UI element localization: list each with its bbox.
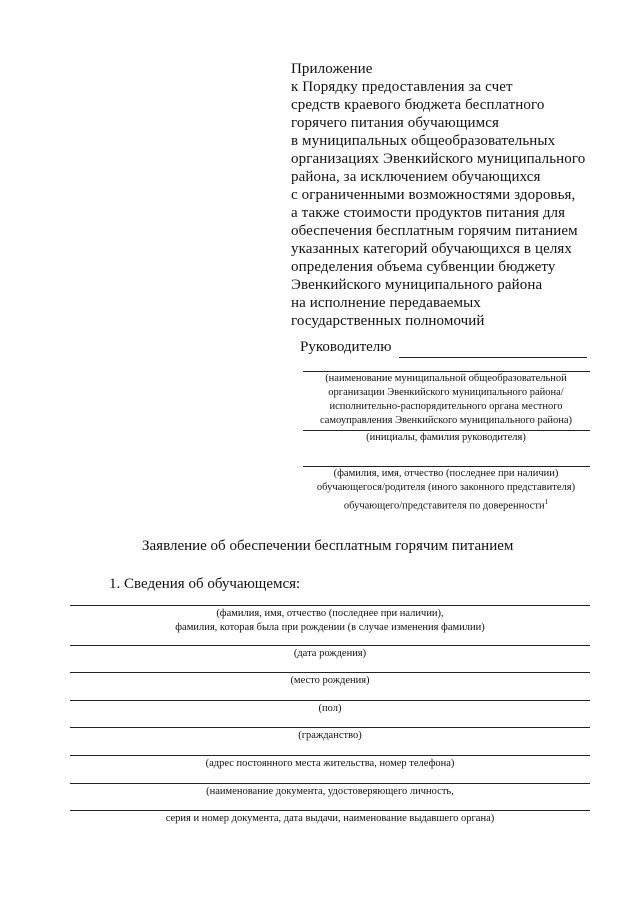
footnote-mark: 1	[544, 498, 549, 506]
id-doc-details-caption: серия и номер документа, дата выдачи, наименование выдавшего органа)	[165, 813, 495, 824]
caption-line	[296, 495, 596, 514]
id-doc-name-fill-line[interactable]	[70, 783, 590, 784]
section-1-title: 1. Сведения об обучающемся:	[109, 576, 301, 592]
appendix-heading	[291, 60, 611, 330]
sex-caption: (пол)	[318, 703, 342, 714]
address-caption: (адрес постоянного места жительства, номер телефона)	[205, 758, 455, 769]
caption-text: обучающего/представителя по доверенности	[343, 500, 545, 512]
caption-line: самоуправления Эвенкийского муниципального района)	[319, 415, 573, 426]
birth-date-caption: (дата рождения)	[293, 648, 367, 659]
appendix-line: на исполнение передаваемых	[291, 295, 481, 311]
caption-line: (наименование муниципальной общеобразовательной	[325, 373, 567, 384]
organization-caption	[296, 372, 596, 428]
citizenship-fill-line[interactable]	[70, 727, 590, 728]
appendix-line: указанных категорий обучающихся в целях	[291, 241, 573, 257]
applicant-caption	[296, 467, 596, 514]
birth-date-fill-line[interactable]	[70, 645, 590, 646]
birth-place-caption: (место рождения)	[290, 675, 370, 686]
appendix-line: с ограниченными возможностями здоровья,	[291, 187, 576, 203]
caption-line: обучающегося/родителя (иного законного представителя)	[316, 482, 576, 493]
address-fill-line[interactable]	[70, 755, 590, 756]
statement-title: Заявление об обеспечении бесплатным горячим питанием	[142, 538, 514, 554]
appendix-line: к Порядку предоставления за счет	[291, 79, 513, 95]
appendix-line: в муниципальных общеобразовательных	[291, 133, 556, 149]
caption-line: (фамилия, имя, отчество (последнее при наличии),	[216, 608, 444, 619]
id-doc-name-caption: (наименование документа, удостоверяющего личность,	[206, 786, 454, 797]
caption-line: (фамилия, имя, отчество (последнее при наличии)	[333, 468, 559, 479]
caption-line: исполнительно-распорядительного органа местного	[329, 401, 563, 412]
appendix-line: горячего питания обучающимся	[291, 115, 499, 131]
id-doc-details-fill-line[interactable]	[70, 810, 590, 811]
fio-caption	[70, 607, 590, 635]
birth-place-fill-line[interactable]	[70, 672, 590, 673]
appendix-line: района, за исключением обучающихся	[291, 169, 541, 185]
appendix-line: средств краевого бюджета бесплатного	[291, 97, 545, 113]
appendix-line: а также стоимости продуктов питания для	[291, 205, 566, 221]
addressee-label: Руководителю	[300, 339, 392, 355]
appendix-line: Приложение	[291, 61, 373, 77]
caption-line: организации Эвенкийского муниципального района/	[328, 387, 564, 398]
fio-fill-line[interactable]	[70, 605, 590, 606]
appendix-line: определения объема субвенции бюджету	[291, 259, 556, 275]
appendix-line: Эвенкийского муниципального района	[291, 277, 543, 293]
citizenship-caption: (гражданство)	[298, 730, 362, 741]
appendix-line: государственных полномочий	[291, 313, 485, 329]
head-name-caption: (инициалы, фамилия руководителя)	[366, 432, 526, 443]
appendix-line: организациях Эвенкийского муниципального	[291, 151, 586, 167]
caption-line: фамилия, которая была при рождении (в случае изменения фамилии)	[175, 622, 485, 633]
addressee-fill-line[interactable]	[399, 357, 587, 358]
appendix-line: обеспечения бесплатным горячим питанием	[291, 223, 578, 239]
sex-fill-line[interactable]	[70, 700, 590, 701]
